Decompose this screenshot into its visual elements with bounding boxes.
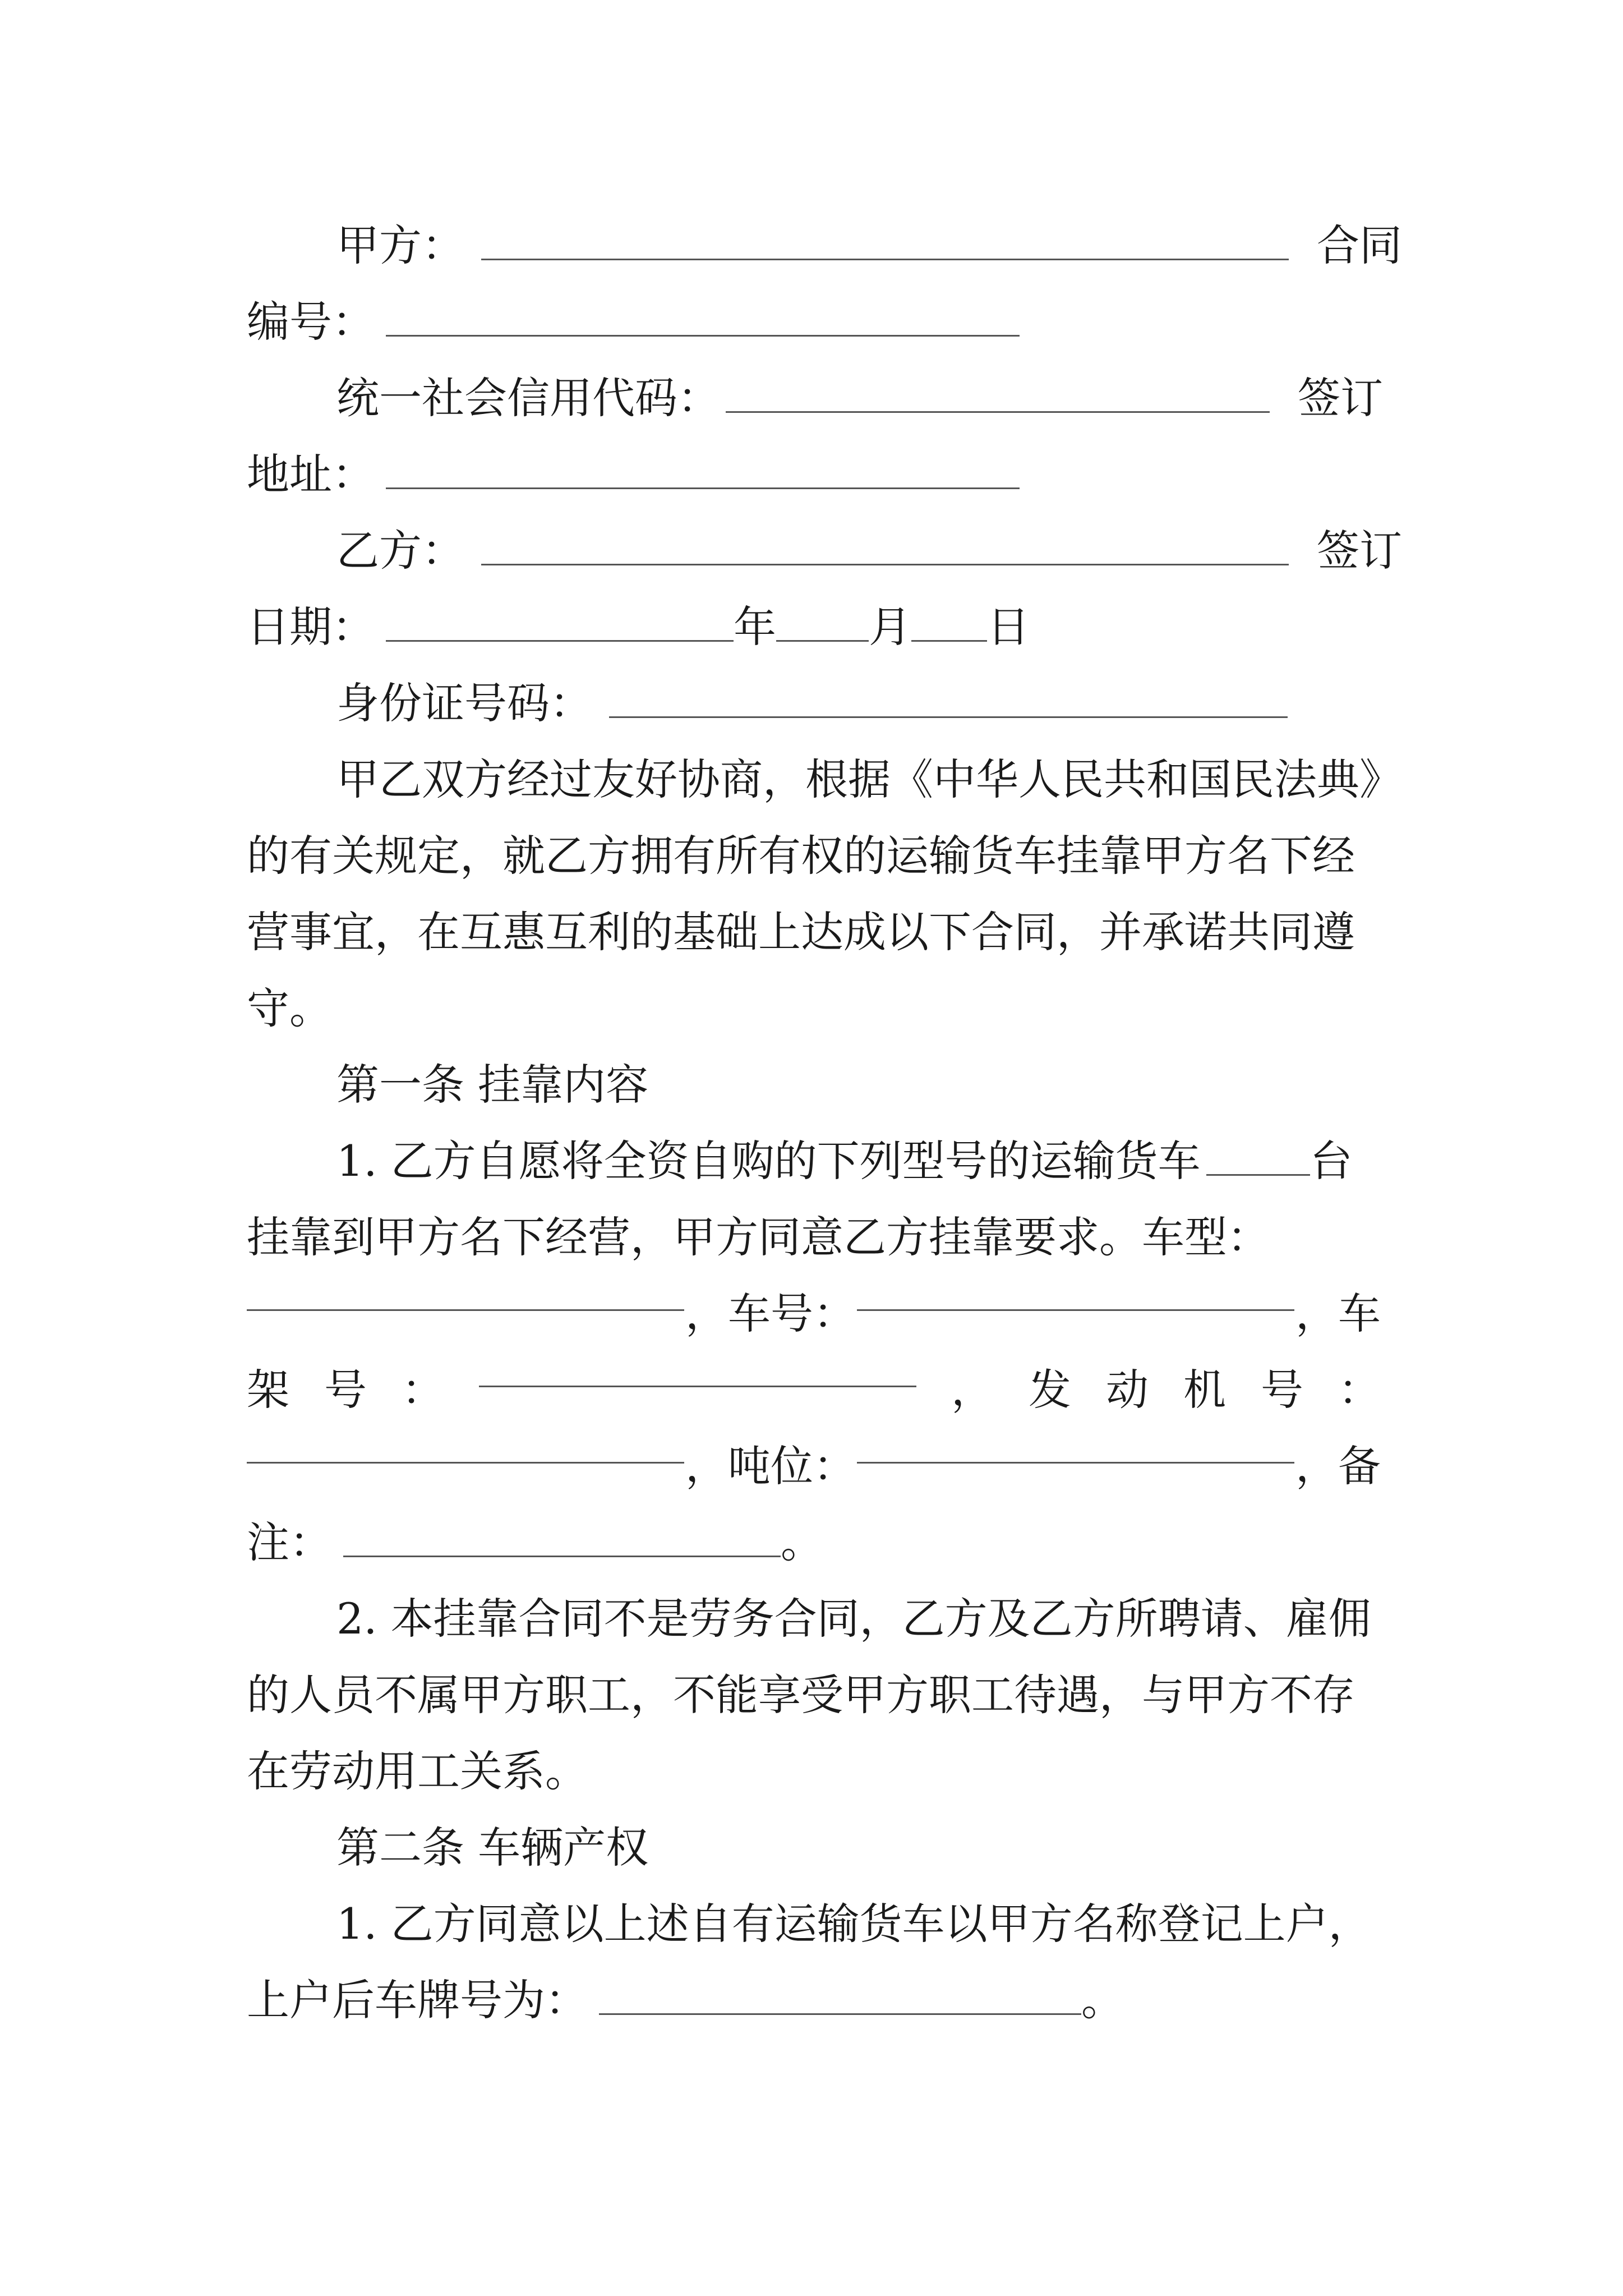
day-blank [911,606,987,642]
tonnage-label: ，吨位： [685,1441,856,1491]
sign-addr-label-b: 地址： [247,449,375,499]
party-a-label: 甲方： [336,220,464,270]
credit-code-row [336,360,1381,436]
article-1-clause-1-line-3 [247,1276,1381,1352]
id-number-label: 身份证号码： [336,678,592,728]
note-label: 注： [247,1517,332,1567]
party-a-blank [481,225,1289,260]
sign-date-row [247,589,1381,665]
preamble-line-2: 的有关规定，就乙方拥有所有权的运输货车挂靠甲方名下经 [247,831,1355,881]
party-b-blank [481,530,1289,565]
year-label: 年 [734,602,776,652]
month-blank [776,606,869,642]
sign-addr-row [247,436,1381,513]
article-1-clause-2-line-3: 在劳动用工关系。 [247,1746,588,1796]
contract-no-blank [386,301,1020,337]
credit-code-blank [726,378,1270,413]
plate-blank [857,1276,1294,1311]
vehicle-model-blank [247,1276,684,1311]
article-1-title: 第一条 挂靠内容 [336,1060,649,1110]
engine-number-blank [247,1428,684,1464]
preamble-line-3: 营事宜，在互惠互利的基础上达成以下合同，并承诺共同遵 [247,907,1355,957]
tonnage-blank [857,1428,1294,1464]
id-number-blank [609,683,1288,718]
article-1-clause-1-line-6 [247,1504,1381,1581]
plate-label: ，车号： [685,1289,856,1338]
engine-char-5: ： [1338,1365,1381,1415]
note-blank [343,1522,781,1557]
clause-1-text: 1. 乙方自愿将全资自购的下列型号的运输货车 [336,1136,1201,1186]
frame-number-blank [479,1352,916,1387]
engine-char-3: 机 [1183,1365,1226,1415]
contract-no-row [247,284,1381,360]
contract-no-label-b: 编号： [247,297,375,347]
article-1-clause-1-line-4 [247,1352,1381,1428]
article-1-clause-2-line-2: 的人员不属甲方职工，不能享受甲方职工待遇，与甲方不存 [247,1670,1355,1720]
preamble-line-1: 甲乙双方经过友好协商，根据《中华人民共和国民法典》 [336,754,1402,804]
preamble-line-4: 守。 [247,983,332,1033]
note-end: 。 [781,1517,823,1567]
sign-date-label-a: 签订 [1317,526,1402,576]
sign-addr-blank [386,454,1020,489]
plate-after-reg-label: 上户后车牌号为： [247,1975,588,2025]
frame-comma: ， [951,1365,994,1415]
party-b-label: 乙方： [336,526,464,576]
year-blank [386,606,734,642]
article-1-clause-1-line-5 [247,1428,1381,1504]
line-5-tail: ，备 [1295,1441,1381,1491]
id-number-row [336,665,1381,742]
article-2-clause-1-line-2 [247,1962,1381,2039]
contract-no-label-a: 合同 [1317,220,1402,270]
article-2-clause-1-line-1: 1. 乙方同意以上述自有运输货车以甲方名称登记上户， [336,1899,1371,1949]
party-a-row [336,208,1402,284]
article-1-clause-1-line-1 [336,1123,1381,1199]
truck-unit-label: 台 [1310,1136,1353,1186]
credit-code-label: 统一社会信用代码： [336,373,720,423]
plate-after-reg-blank [599,1980,1081,2015]
plate-after-reg-end: 。 [1081,1975,1124,2025]
day-label: 日 [987,602,1030,652]
frame-char-1: 架 [247,1365,289,1415]
party-b-row [336,513,1402,589]
month-label: 月 [869,602,911,652]
truck-count-blank [1206,1140,1310,1176]
engine-char-4: 号 [1261,1365,1303,1415]
article-1-clause-2-line-1: 2. 本挂靠合同不是劳务合同，乙方及乙方所聘请、雇佣 [336,1594,1371,1644]
frame-char-3: ： [402,1365,444,1415]
engine-char-2: 动 [1106,1365,1149,1415]
frame-char-2: 号 [324,1365,367,1415]
article-2-title: 第二条 车辆产权 [336,1823,649,1872]
sign-date-label-b: 日期： [247,602,375,652]
sign-addr-label-a: 签订 [1298,373,1383,423]
article-1-clause-1-line-2: 挂靠到甲方名下经营，甲方同意乙方挂靠要求。车型： [247,1212,1270,1262]
engine-char-1: 发 [1029,1365,1071,1415]
line-3-tail: ，车 [1295,1289,1381,1338]
